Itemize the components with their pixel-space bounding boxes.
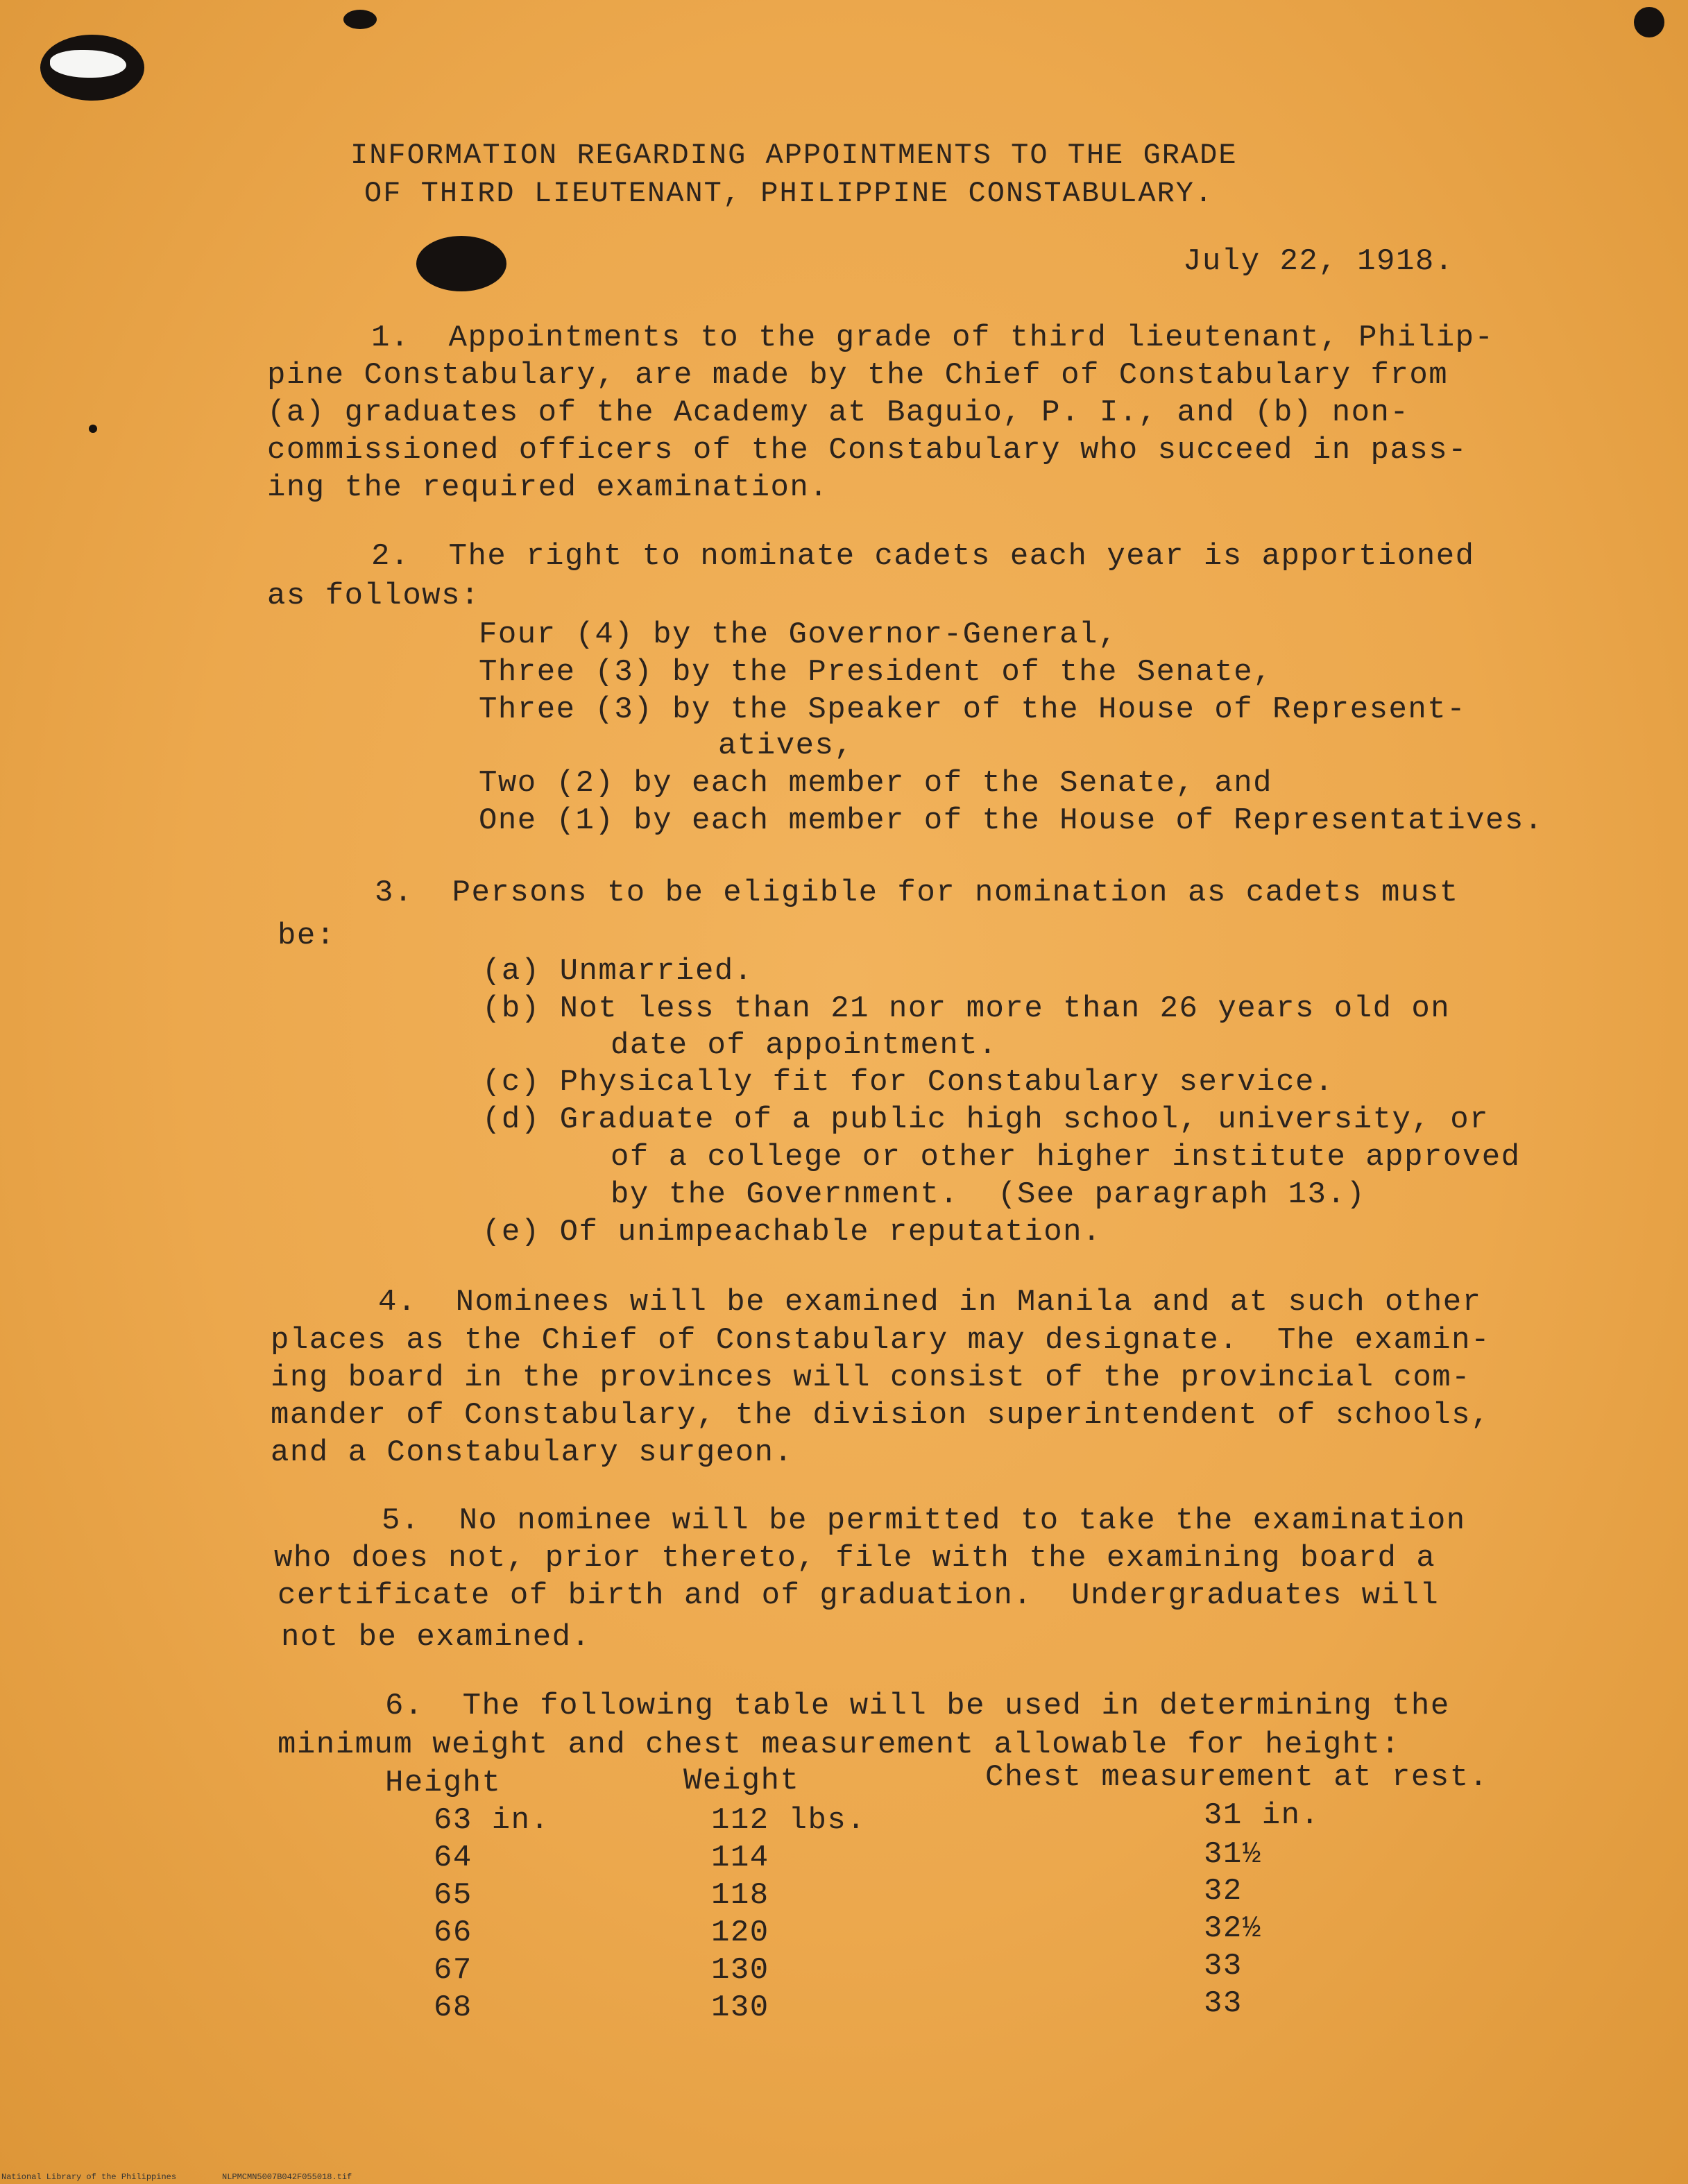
para6-line: minimum weight and chest measurement allowable for height: <box>278 1727 1401 1762</box>
para4-line: 4. Nominees will be examined in Manila and at such other <box>378 1285 1482 1320</box>
title-line-1: INFORMATION REGARDING APPOINTMENTS TO THE GRADE <box>350 139 1238 172</box>
para1-line: pine Constabulary, are made by the Chief of Constabulary from <box>267 358 1449 393</box>
ink-stain <box>1634 7 1664 37</box>
table-cell-weight: 112 lbs. <box>711 1803 867 1838</box>
paper-hole <box>50 50 126 78</box>
footer-file-name: NLPMCMN5007B042F055018.tif <box>222 2172 352 2182</box>
ink-stain <box>343 10 377 29</box>
para5-line: 5. No nominee will be permitted to take the examination <box>382 1503 1466 1538</box>
table-cell-height: 68 <box>434 1990 472 2025</box>
para1-line: commissioned officers of the Constabulary who succeed in pass- <box>267 433 1468 468</box>
table-cell-weight: 130 <box>711 1990 769 2025</box>
table-cell-height: 67 <box>434 1953 472 1988</box>
table-cell-chest: 33 <box>1204 1986 1243 2021</box>
para2-line: 2. The right to nominate cadets each year is apportioned <box>371 539 1475 574</box>
eligibility-item: (c) Physically fit for Constabulary service. <box>482 1065 1334 1100</box>
eligibility-item: (d) Graduate of a public high school, university, or <box>482 1102 1490 1137</box>
para1-line: 1. Appointments to the grade of third lieutenant, Philip- <box>371 321 1494 355</box>
table-cell-chest: 32 <box>1204 1874 1243 1909</box>
title-line-2: OF THIRD LIEUTENANT, PHILIPPINE CONSTABULARY. <box>364 177 1214 210</box>
eligibility-item: (a) Unmarried. <box>482 954 753 989</box>
table-cell-height: 64 <box>434 1841 472 1875</box>
eligibility-item: (e) Of unimpeachable reputation. <box>482 1215 1102 1249</box>
document-date: July 22, 1918. <box>1183 244 1454 279</box>
table-cell-weight: 118 <box>711 1878 769 1913</box>
table-header-height: Height <box>385 1766 502 1800</box>
para4-line: ing board in the provinces will consist of the provincial com- <box>271 1360 1472 1395</box>
eligibility-item: (b) Not less than 21 nor more than 26 years old on <box>482 991 1451 1026</box>
footer-library-credit: National Library of the Philippines <box>1 2172 177 2182</box>
nomination-item: Four (4) by the Governor-General, <box>479 617 1118 652</box>
nomination-item: One (1) by each member of the House of Representatives. <box>479 803 1544 838</box>
para4-line: mander of Constabulary, the division superintendent of schools, <box>271 1398 1490 1433</box>
table-cell-chest: 31 in. <box>1204 1798 1320 1833</box>
table-cell-weight: 120 <box>711 1916 769 1950</box>
eligibility-item: of a college or other higher institute approved <box>611 1140 1521 1175</box>
eligibility-item: date of appointment. <box>611 1028 998 1063</box>
table-cell-height: 66 <box>434 1916 472 1950</box>
para3-line: 3. Persons to be eligible for nomination as cadets must <box>375 876 1459 910</box>
table-cell-weight: 114 <box>711 1841 769 1875</box>
para5-line: not be examined. <box>281 1620 591 1655</box>
nomination-item: atives, <box>718 728 854 763</box>
para5-line: who does not, prior thereto, file with the examining board a <box>274 1541 1436 1576</box>
para2-line: as follows: <box>267 579 480 613</box>
nomination-item: Three (3) by the Speaker of the House of Represent- <box>479 692 1467 727</box>
table-cell-chest: 31½ <box>1204 1837 1262 1872</box>
table-header-weight: Weight <box>683 1764 800 1798</box>
para6-line: 6. The following table will be used in determining the <box>385 1689 1450 1723</box>
para3-line: be: <box>278 919 336 953</box>
para4-line: and a Constabulary surgeon. <box>271 1435 794 1470</box>
para1-line: ing the required examination. <box>267 470 829 505</box>
table-header-chest: Chest measurement at rest. <box>985 1760 1489 1795</box>
table-cell-height: 65 <box>434 1878 472 1913</box>
table-cell-chest: 32½ <box>1204 1911 1262 1946</box>
para1-line: (a) graduates of the Academy at Baguio, P. I., and (b) non- <box>267 395 1410 430</box>
ink-stain <box>416 236 506 291</box>
eligibility-item: by the Government. (See paragraph 13.) <box>611 1177 1366 1212</box>
table-cell-height: 63 in. <box>434 1803 550 1838</box>
nomination-item: Two (2) by each member of the Senate, and <box>479 766 1273 801</box>
ink-stain <box>89 425 97 433</box>
nomination-item: Three (3) by the President of the Senate, <box>479 655 1273 690</box>
table-cell-weight: 130 <box>711 1953 769 1988</box>
para5-line: certificate of birth and of graduation. Undergraduates will <box>278 1578 1440 1613</box>
para4-line: places as the Chief of Constabulary may designate. The examin- <box>271 1323 1490 1358</box>
table-cell-chest: 33 <box>1204 1949 1243 1983</box>
